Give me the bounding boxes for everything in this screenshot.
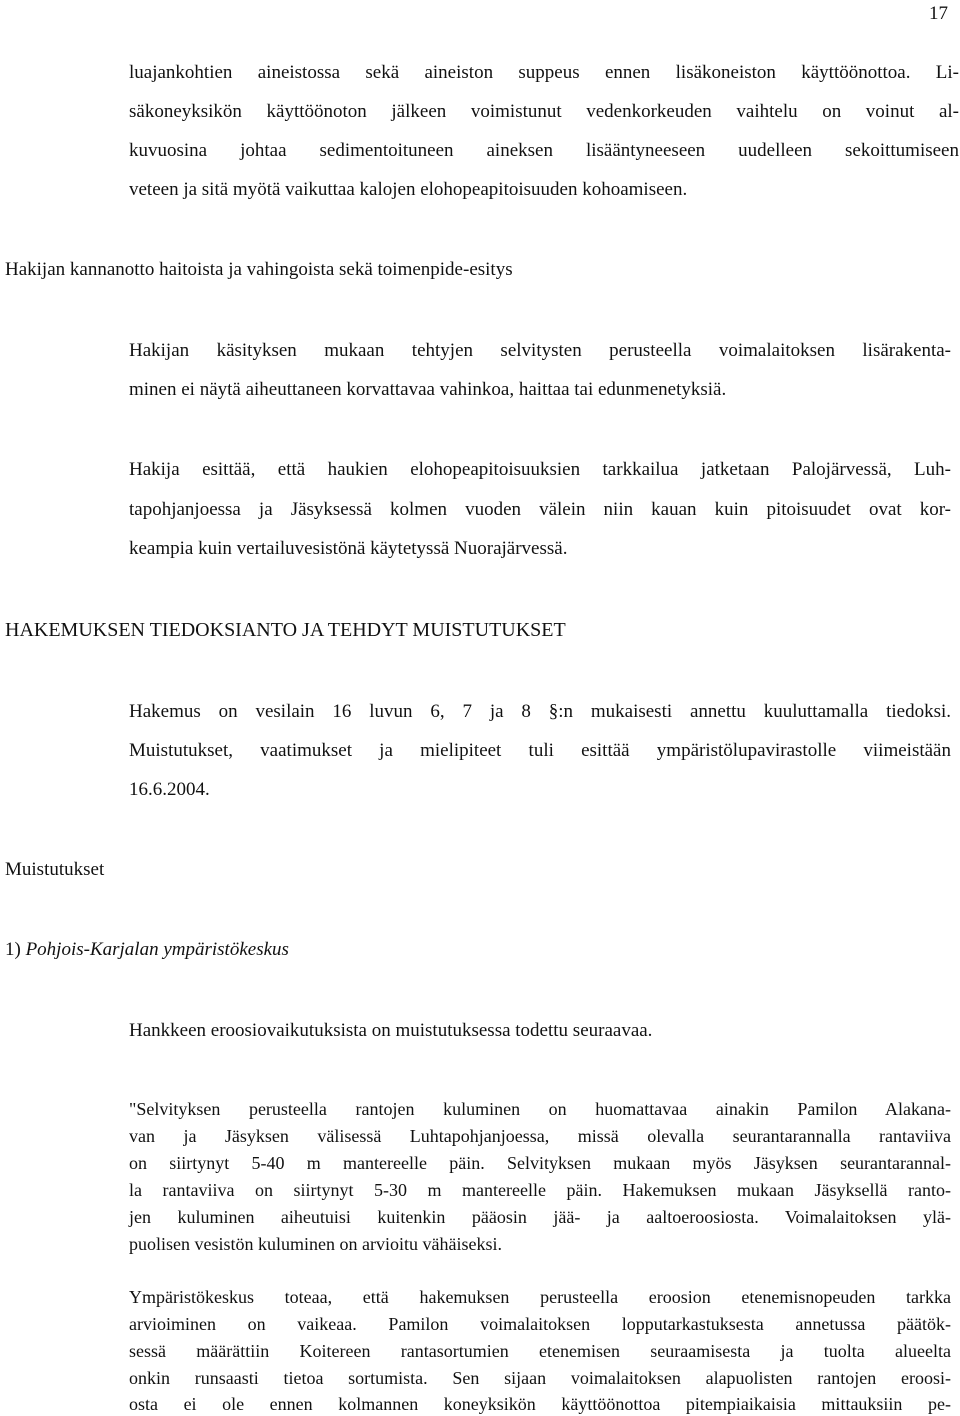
text-line: tapohjanjoessa ja Jäsyksessä kolmen vuoden välein niin kauan kuin pitoisuudet ovat kor- bbox=[129, 499, 951, 520]
subsection-heading: Muistutukset bbox=[5, 859, 105, 880]
item-name: Pohjois-Karjalan ympäristökeskus bbox=[25, 939, 289, 960]
text-line: onkin runsaasti tietoa sortumista. Sen sijaan voimalaitoksen alapuolisten rantojen eroosi- bbox=[129, 1368, 951, 1388]
text-line: puolisen vesistön kuluminen on arvioitu vähäiseksi. bbox=[129, 1234, 502, 1254]
text-line: minen ei näytä aiheuttaneen korvattavaa vahinkoa, haittaa tai edunmenetyksiä. bbox=[129, 379, 727, 400]
text-line: keampia kuin vertailuvesistönä käytetyssä Nuorajärvessä. bbox=[129, 538, 568, 559]
text-line: Hakijan käsityksen mukaan tehtyjen selvitysten perusteella voimalaitoksen lisärakenta- bbox=[129, 340, 951, 361]
text-line: Hakija esittää, että haukien elohopeapitoisuuksien tarkkailua jatketaan Palojärvessä, Luh- bbox=[129, 459, 951, 480]
text-line: 16.6.2004. bbox=[129, 779, 210, 800]
text-line: on siirtynyt 5-40 m mantereelle päin. Selvityksen mukaan myös Jäsyksen seurantarannal- bbox=[129, 1153, 951, 1173]
text-line: Muistutukset, vaatimukset ja mielipiteet tuli esittää ympäristölupavirastolle viimeistään bbox=[129, 740, 951, 761]
objection-item-heading bbox=[5, 939, 289, 961]
section-heading: Hakijan kannanotto haitoista ja vahingoista sekä toimenpide-esitys bbox=[5, 259, 513, 280]
text-line: Hakemus on vesilain 16 luvun 6, 7 ja 8 §:n mukaisesti annettu kuuluttamalla tiedoksi. bbox=[129, 701, 951, 722]
text-line: Ympäristökeskus toteaa, että hakemuksen perusteella eroosion etenemisnopeuden tarkka bbox=[129, 1287, 951, 1307]
text-line: jen kuluminen aiheutuisi kuitenkin pääosin jää- ja aaltoeroosiosta. Voimalaitoksen ylä- bbox=[129, 1207, 951, 1227]
page-number: 17 bbox=[929, 3, 948, 24]
text-line: arvioiminen on vaikeaa. Pamilon voimalaitoksen lopputarkastuksesta annetussa päätök- bbox=[129, 1314, 951, 1334]
text-line: luajankohtien aineistossa sekä aineiston suppeus ennen lisäkoneiston käyttöönottoa. Li- bbox=[129, 62, 959, 83]
section-heading-caps: HAKEMUKSEN TIEDOKSIANTO JA TEHDYT MUISTUTUKSET bbox=[5, 619, 566, 641]
text-line: la rantaviiva on siirtynyt 5-30 m mantereelle päin. Hakemuksen mukaan Jäsyksellä ranto- bbox=[129, 1180, 951, 1200]
text-line: säkoneyksikön käyttöönoton jälkeen voimistunut vedenkorkeuden vaihtelu on voinut al- bbox=[129, 101, 959, 122]
text-line: sessä määrättiin Koitereen rantasortumien etenemisen seuraamisesta ja tuolta alueelta bbox=[129, 1341, 951, 1361]
text-line: osta ei ole ennen kolmannen koneyksikön käyttöönottoa pitempiaikaisia mittauksiin pe- bbox=[129, 1394, 951, 1414]
text-line: kuvuosina johtaa sedimentoituneen aineksen lisääntyneeseen uudelleen sekoittumiseen bbox=[129, 140, 959, 161]
paragraph-5: Hankkeen eroosiovaikutuksista on muistutuksessa todettu seuraavaa. bbox=[129, 1020, 653, 1041]
item-number: 1) bbox=[5, 939, 21, 960]
text-line: veteen ja sitä myötä vaikuttaa kalojen elohopeapitoisuuden kohoamiseen. bbox=[129, 179, 688, 200]
text-line: "Selvityksen perusteella rantojen kuluminen on huomattavaa ainakin Pamilon Alakana- bbox=[129, 1099, 951, 1119]
text-line: van ja Jäsyksen välisessä Luhtapohjanjoessa, missä olevalla seurantarannalla rantaviiva bbox=[129, 1126, 951, 1146]
